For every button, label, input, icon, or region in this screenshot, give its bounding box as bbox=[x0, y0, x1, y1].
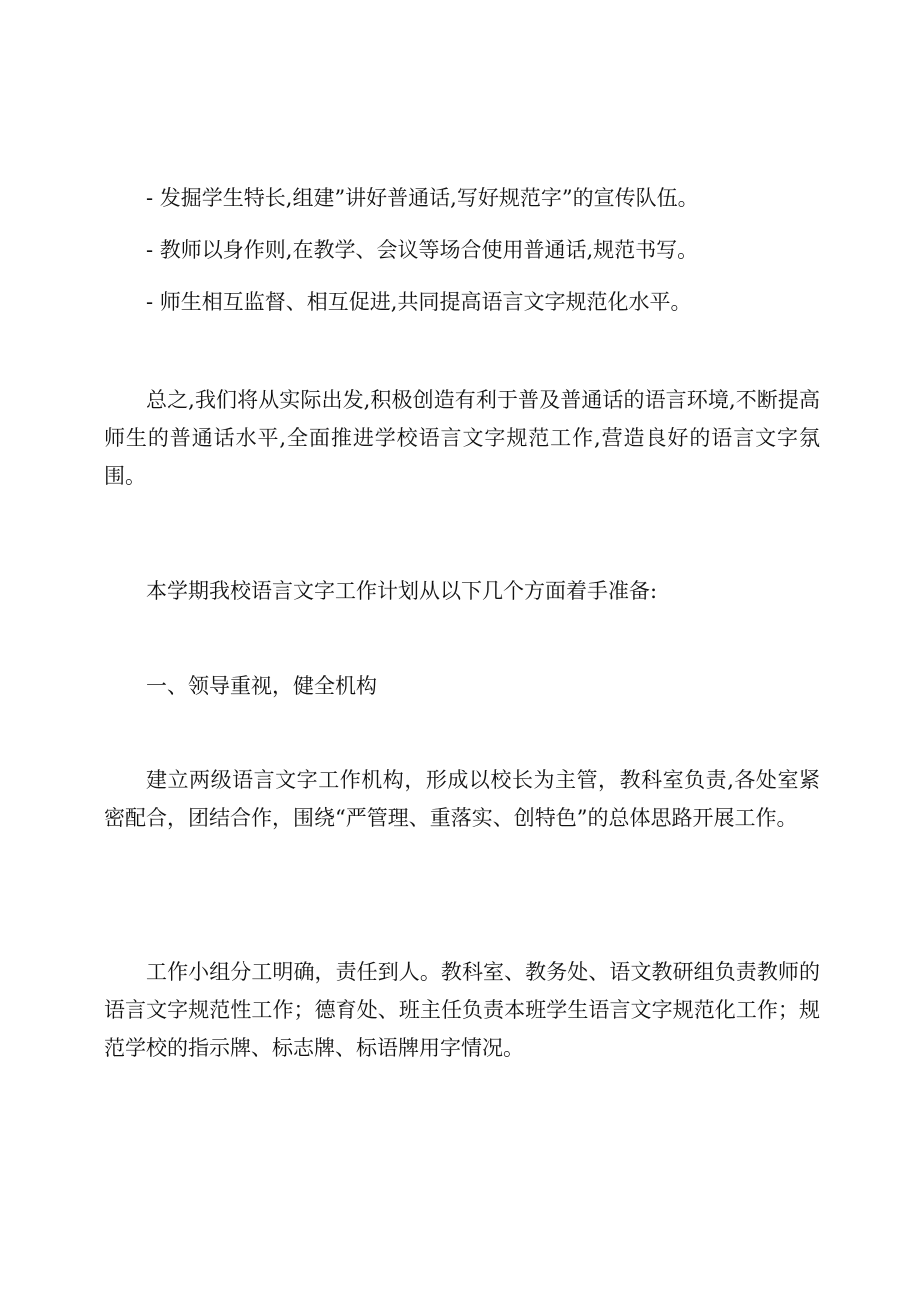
intro-paragraph: 本学期我校语言文字工作计划从以下几个方面着手准备: bbox=[146, 579, 658, 603]
organization-paragraph: 建立两级语言文字工作机构，形成以校长为主管，教科室负责,各处室紧密配合，团结合作，围绕“严管理、重落实、创特色”的总体思路开展工作。 bbox=[104, 768, 820, 830]
bullet-item: - 师生相互监督、相互促进,共同提高语言文字规范化水平。 bbox=[146, 290, 692, 314]
work-group-paragraph: 工作小组分工明确，责任到人。教科室、教务处、语文教研组负责教师的语言文字规范性工作；德育处、班主任负责本班学生语言文字规范化工作；规范学校的指示牌、标志牌、标语牌用字情况。 bbox=[104, 960, 820, 1060]
bullet-item: - 发掘学生特长,组建”讲好普通话,写好规范字”的宣传队伍。 bbox=[146, 186, 699, 210]
bullet-item: - 教师以身作则,在教学、会议等场合使用普通话,规范书写。 bbox=[146, 238, 699, 262]
summary-paragraph: 总之,我们将从实际出发,积极创造有利于普及普通话的语言环境,不断提高师生的普通话水平,全面推进学校语言文字规范工作,营造良好的语言文字氛围。 bbox=[104, 388, 820, 488]
bullet-list bbox=[146, 172, 826, 328]
section-heading: 一、领导重视，健全机构 bbox=[146, 674, 377, 698]
